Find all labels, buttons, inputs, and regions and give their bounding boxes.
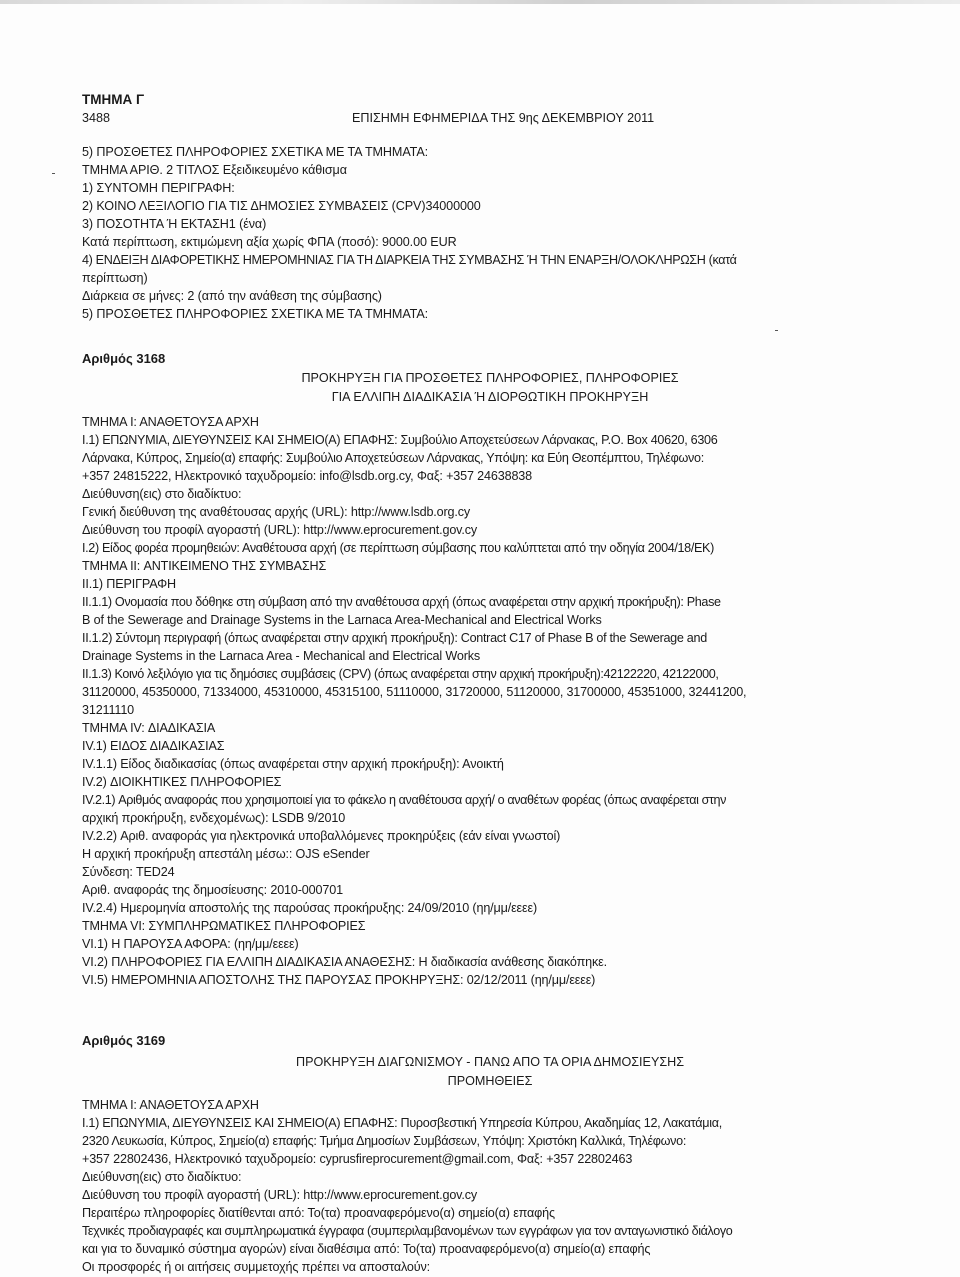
notice-title-line: ΓΙΑ ΕΛΛΙΠΗ ΔΙΑΔΙΚΑΣΙΑ Ή ΔΙΟΡΘΩΤΙΚΗ ΠΡΟΚΗΡΥΞΗ (331, 390, 649, 404)
notice-line: II.1.3) Κοινό λεξιλόγιο για τις δημόσιες συμβάσεις (CPV) (όπως αναφέρεται στην αρχική προκήρυξη):42122220, 42122000, (82, 667, 719, 681)
notice-line: IV.1) ΕΙΔΟΣ ΔΙΑΔΙΚΑΣΙΑΣ (82, 739, 225, 753)
top-line: 3) ΠΟΣΟΤΗΤΑ Ή ΕΚΤΑΣΗ1 (ένα) (82, 217, 267, 231)
notice-line: Σύνδεση: TED24 (82, 865, 175, 879)
notice-line: Διεύθυνση του προφίλ αγοραστή (URL): http://www.eprocurement.gov.cy (82, 1188, 478, 1202)
notice-3168-title (190, 369, 790, 407)
notice-line: +357 22802436, Ηλεκτρονικό ταχυδρομείο: cyprusfireprocurement@gmail.com, Φαξ: +357 22802463 (82, 1152, 633, 1166)
notice-line: αρχική προκήρυξη, ενδεχομένως): LSDB 9/2010 (82, 811, 346, 825)
notice-line: Περαιτέρω πληροφορίες διατίθενται από: Το(τα) προαναφερόμενο(α) σημείο(α) επαφής (82, 1206, 555, 1220)
notice-line: ΤΜΗΜΑ II: ΑΝΤΙΚΕΙΜΕΝΟ ΤΗΣ ΣΥΜΒΑΣΗΣ (82, 559, 327, 573)
top-line: Διάρκεια σε μήνες: 2 (από την ανάθεση της σύμβασης) (82, 289, 382, 303)
header-row (82, 109, 884, 127)
top-line: ΤΜΗΜΑ ΑΡΙΘ. 2 ΤΙΤΛΟΣ Εξειδικευμένο κάθισμα (82, 163, 347, 177)
notice-line: Γενική διεύθυνση της αναθέτουσας αρχής (URL): http://www.lsdb.org.cy (82, 505, 471, 519)
notice-3168-body (82, 413, 884, 989)
notice-line: I.1) ΕΠΩΝΥΜΙΑ, ΔΙΕΥΘΥΝΣΕΙΣ ΚΑΙ ΣΗΜΕΙΟ(Α) ΕΠΑΦΗΣ: Πυροσβεστική Υπηρεσία Κύπρου, Ακαδημίας 12, Λακατάμια, (82, 1116, 722, 1130)
page-header (82, 91, 884, 127)
notice-line: VI.5) ΗΜΕΡΟΜΗΝΙΑ ΑΠΟΣΤΟΛΗΣ ΤΗΣ ΠΑΡΟΥΣΑΣ ΠΡΟΚΗΡΥΞΗΣ: 02/12/2011 (ηη/μμ/εεεε) (82, 973, 596, 987)
top-line: 5) ΠΡΟΣΘΕΤΕΣ ΠΛΗΡΟΦΟΡΙΕΣ ΣΧΕΤΙΚΑ ΜΕ ΤΑ ΤΜΗΜΑΤΑ: (82, 145, 429, 159)
notice-line: Διεύθυνση(εις) στο διαδίκτυο: (82, 1170, 242, 1184)
gazette-title: ΕΠΙΣΗΜΗ ΕΦΗΜΕΡΙΔΑ ΤΗΣ 9ης ΔΕΚΕΜΒΡΙΟΥ 2011 (352, 111, 655, 125)
section-label: ΤΜΗΜΑ Γ (82, 92, 145, 107)
top-line: Κατά περίπτωση, εκτιμώμενη αξία χωρίς ΦΠΑ (ποσό): 9000.00 EUR (82, 235, 457, 249)
notice-line: Διεύθυνση του προφίλ αγοραστή (URL): http://www.eprocurement.gov.cy (82, 523, 478, 537)
notice-line: Οι προσφορές ή οι αιτήσεις συμμετοχής πρέπει να αποσταλούν: (82, 1260, 431, 1274)
notice-line: Αριθ. αναφοράς της δημοσίευσης: 2010-000701 (82, 883, 343, 897)
notice-title-line: ΠΡΟΚΗΡΥΞΗ ΔΙΑΓΩΝΙΣΜΟΥ - ΠΑΝΩ ΑΠΟ ΤΑ ΟΡΙΑ ΔΗΜΟΣΙΕΥΣΗΣ (295, 1055, 685, 1069)
notice-line: Διεύθυνση(εις) στο διαδίκτυο: (82, 487, 242, 501)
notice-line: Drainage Systems in the Larnaca Area - Mechanical and Electrical Works (82, 649, 481, 663)
notice-line: II.1.1) Ονομασία που δόθηκε στη σύμβαση από την αναθέτουσα αρχή (όπως αναφέρεται στην αρχική προκήρυξη): Phase (82, 595, 721, 609)
notice-line: IV.2.4) Ημερομηνία αποστολής της παρούσας προκήρυξης: 24/09/2010 (ηη/μμ/εεεε) (82, 901, 537, 915)
notice-title-line: ΠΡΟΜΗΘΕΙΕΣ (447, 1074, 533, 1088)
top-line: περίπτωση) (82, 271, 148, 285)
notice-line: I.2) Είδος φορέα προμηθειών: Αναθέτουσα αρχή (σε περίπτωση σύμβασης που καλύπτεται από την οδηγία 2004/18/ΕΚ) (82, 541, 714, 555)
notice-3169-body (82, 1096, 884, 1276)
notice-line: IV.2.1) Αριθμός αναφοράς που χρησιμοποιεί για το φάκελο η αναθέτουσα αρχή/ ο αναθέτων φορέας (όπως αναφέρεται στην (82, 793, 727, 807)
top-line: 4) ΕΝΔΕΙΞΗ ΔΙΑΦΟΡΕΤΙΚΗΣ ΗΜΕΡΟΜΗΝΙΑΣ ΓΙΑ ΤΗ ΔΙΑΡΚΕΙΑ ΤΗΣ ΣΥΜΒΑΣΗΣ Ή ΤΗΝ ΕΝΑΡΞΗ/ΟΛΟΚΛΗΡΩΣΗ (κατά (82, 253, 737, 267)
page-number: 3488 (82, 111, 111, 125)
notice-line: και για το δυναμικό σύστημα αγορών) είναι διαθέσιμα από: Το(τα) προαναφερόμενο(α) σημείο(α) επαφής (82, 1242, 651, 1256)
notice-line: +357 24815222, Ηλεκτρονικό ταχυδρομείο: info@lsdb.org.cy, Φαξ: +357 24638838 (82, 469, 533, 483)
notice-line: Λάρνακα, Κύπρος, Σημείο(α) επαφής: Συμβούλιο Αποχετεύσεων Λάρνακας, Υπόψη: κα Εύη Θεοπέμπτου, Τηλέφωνο: (82, 451, 704, 465)
top-line: 2) ΚΟΙΝΟ ΛΕΞΙΛΟΓΙΟ ΓΙΑ ΤΙΣ ΔΗΜΟΣΙΕΣ ΣΥΜΒΑΣΕΙΣ (CPV)34000000 (82, 199, 481, 213)
notice-line: ΤΜΗΜΑ VI: ΣΥΜΠΛΗΡΩΜΑΤΙΚΕΣ ΠΛΗΡΟΦΟΡΙΕΣ (82, 919, 366, 933)
notice-line: 31211110 (82, 703, 135, 717)
notice-title-line: ΠΡΟΚΗΡΥΞΗ ΓΙΑ ΠΡΟΣΘΕΤΕΣ ΠΛΗΡΟΦΟΡΙΕΣ, ΠΛΗΡΟΦΟΡΙΕΣ (301, 371, 679, 385)
notice-line: IV.1.1) Είδος διαδικασίας (όπως αναφέρεται στην αρχική προκήρυξη): Ανοικτή (82, 757, 504, 771)
notice-3169-title (190, 1053, 790, 1091)
notice-line: VI.1) Η ΠΑΡΟΥΣΑ ΑΦΟΡΑ: (ηη/μμ/εεεε) (82, 937, 299, 951)
scan-mark (775, 330, 778, 331)
notice-line: Τεχνικές προδιαγραφές και συμπληρωματικά έγγραφα (συμπεριλαμβανομένων των εγγράφων για τον ανταγωνιστικό διάλογο (82, 1224, 733, 1238)
notice-3168-number: Αριθμός 3168 (82, 351, 166, 366)
notice-line: ΤΜΗΜΑ IV: ΔΙΑΔΙΚΑΣΙΑ (82, 721, 216, 735)
notice-line: VI.2) ΠΛΗΡΟΦΟΡΙΕΣ ΓΙΑ ΕΛΛΙΠΗ ΔΙΑΔΙΚΑΣΙΑ ΑΝΑΘΕΣΗΣ: Η διαδικασία ανάθεσης διακόπηκε. (82, 955, 607, 969)
top-line: 5) ΠΡΟΣΘΕΤΕΣ ΠΛΗΡΟΦΟΡΙΕΣ ΣΧΕΤΙΚΑ ΜΕ ΤΑ ΤΜΗΜΑΤΑ: (82, 307, 429, 321)
top-block (82, 143, 884, 323)
notice-line: ΤΜΗΜΑ Ι: ΑΝΑΘΕΤΟΥΣΑ ΑΡΧΗ (82, 1098, 259, 1112)
notice-3169-number: Αριθμός 3169 (82, 1033, 166, 1048)
notice-line: I.1) ΕΠΩΝΥΜΙΑ, ΔΙΕΥΘΥΝΣΕΙΣ ΚΑΙ ΣΗΜΕΙΟ(Α) ΕΠΑΦΗΣ: Συμβούλιο Αποχετεύσεων Λάρνακας, P.O. Box 40620, 6306 (82, 433, 718, 447)
notice-line: 31120000, 45350000, 71334000, 45310000, 45315100, 51110000, 31720000, 51120000, 31700000, 45351000, 32441200, (82, 685, 747, 699)
notice-line: ΤΜΗΜΑ Ι: ΑΝΑΘΕΤΟΥΣΑ ΑΡΧΗ (82, 415, 259, 429)
notice-line: II.1.2) Σύντομη περιγραφή (όπως αναφέρεται στην αρχική προκήρυξη): Contract C17 of Phase B of the Sewerage and (82, 631, 707, 645)
notice-line: Η αρχική προκήρυξη απεστάλη μέσω:: OJS eSender (82, 847, 370, 861)
top-line: 1) ΣΥΝΤΟΜΗ ΠΕΡΙΓΡΑΦΗ: (82, 181, 235, 195)
notice-line: B of the Sewerage and Drainage Systems in the Larnaca Area-Mechanical and Electrical Works (82, 613, 602, 627)
notice-line: II.1) ΠΕΡΙΓΡΑΦΗ (82, 577, 176, 591)
notice-line: IV.2) ΔΙΟΙΚΗΤΙΚΕΣ ΠΛΗΡΟΦΟΡΙΕΣ (82, 775, 282, 789)
scan-edge (0, 0, 960, 4)
notice-line: 2320 Λευκωσία, Κύπρος, Σημείο(α) επαφής: Τμήμα Δημοσίων Συμβάσεων, Υπόψη: Χριστόκη Καλλικά, Τηλέφωνο: (82, 1134, 687, 1148)
notice-line: IV.2.2) Αριθ. αναφοράς για ηλεκτρονικά υποβαλλόμενες προκηρύξεις (εάν είναι γνωστοί) (82, 829, 561, 843)
scan-mark (52, 173, 55, 174)
